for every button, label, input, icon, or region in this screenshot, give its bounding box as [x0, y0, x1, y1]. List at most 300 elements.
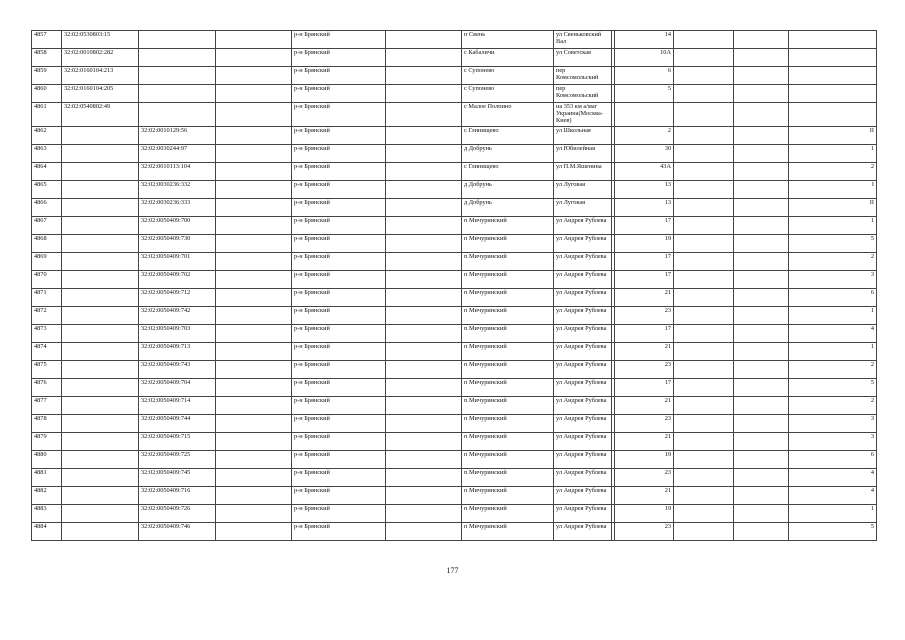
region-cell: р-н Брянский	[292, 289, 386, 307]
empty-cell	[734, 49, 789, 67]
row-number: 4858	[32, 49, 62, 67]
empty-cell	[386, 487, 462, 505]
empty-cell	[386, 253, 462, 271]
empty-cell	[216, 361, 292, 379]
table-row	[32, 397, 877, 415]
apartment-cell	[789, 103, 877, 127]
house-cell: 19	[615, 505, 674, 523]
empty-cell	[674, 397, 734, 415]
locality-cell: д Добрунь	[462, 199, 554, 217]
empty-cell	[386, 307, 462, 325]
empty-cell	[734, 289, 789, 307]
region-cell: р-н Брянский	[292, 343, 386, 361]
empty-cell	[734, 523, 789, 541]
cadastral-number-1: 32:02:0530803:15	[62, 31, 139, 49]
empty-cell	[734, 31, 789, 49]
locality-cell: с Глинищево	[462, 127, 554, 145]
cadastral-number-1	[62, 271, 139, 289]
empty-cell	[386, 235, 462, 253]
cadastral-number-2: 32:02:0050409:746	[139, 523, 216, 541]
empty-cell	[734, 235, 789, 253]
street-cell: ул Андрея Рублева	[554, 253, 612, 271]
street-cell: ул Андрея Рублева	[554, 325, 612, 343]
row-number: 4864	[32, 163, 62, 181]
cadastral-number-1	[62, 325, 139, 343]
street-cell: ул Андрея Рублева	[554, 415, 612, 433]
cadastral-number-2: 32:02:0030244:97	[139, 145, 216, 163]
locality-cell: п Мичуринский	[462, 361, 554, 379]
table-row	[32, 415, 877, 433]
house-cell: 13	[615, 181, 674, 199]
house-cell: 21	[615, 487, 674, 505]
empty-cell	[734, 163, 789, 181]
street-cell: пер Комсомольский	[554, 85, 612, 103]
house-cell: 17	[615, 217, 674, 235]
cadastral-number-1	[62, 307, 139, 325]
row-number: 4859	[32, 67, 62, 85]
street-cell: ул Андрея Рублева	[554, 307, 612, 325]
empty-cell	[674, 103, 734, 127]
cadastral-number-2: 32:02:0050409:745	[139, 469, 216, 487]
locality-cell: с Глинищево	[462, 163, 554, 181]
apartment-cell: 4	[789, 487, 877, 505]
house-cell: 17	[615, 325, 674, 343]
empty-cell	[734, 127, 789, 145]
empty-cell	[674, 253, 734, 271]
cadastral-number-1	[62, 451, 139, 469]
empty-cell	[386, 325, 462, 343]
street-cell: ул Советская	[554, 49, 612, 67]
empty-cell	[216, 433, 292, 451]
street-cell: ул Андрея Рублева	[554, 469, 612, 487]
house-cell: 10А	[615, 49, 674, 67]
row-number: 4876	[32, 379, 62, 397]
cadastral-number-2: 32:02:0050409:712	[139, 289, 216, 307]
empty-cell	[674, 325, 734, 343]
table-row	[32, 127, 877, 145]
empty-cell	[386, 505, 462, 523]
empty-cell	[674, 451, 734, 469]
empty-cell	[216, 343, 292, 361]
house-cell: 43А	[615, 163, 674, 181]
table-row	[32, 307, 877, 325]
street-cell: ул Андрея Рублева	[554, 235, 612, 253]
cadastral-number-2: 32:02:0050409:744	[139, 415, 216, 433]
locality-cell: п Мичуринский	[462, 397, 554, 415]
apartment-cell: 1	[789, 307, 877, 325]
empty-cell	[216, 103, 292, 127]
cadastral-number-1	[62, 145, 139, 163]
cadastral-number-2: 32:02:0050409:716	[139, 487, 216, 505]
street-cell: ул Школьная	[554, 127, 612, 145]
apartment-cell: 6	[789, 289, 877, 307]
cadastral-number-1	[62, 379, 139, 397]
cadastral-number-2: 32:02:0010113:104	[139, 163, 216, 181]
empty-cell	[674, 217, 734, 235]
house-cell: 19	[615, 451, 674, 469]
row-number: 4872	[32, 307, 62, 325]
empty-cell	[216, 49, 292, 67]
apartment-cell: 5	[789, 235, 877, 253]
row-number: 4883	[32, 505, 62, 523]
apartment-cell: 2	[789, 253, 877, 271]
empty-cell	[734, 487, 789, 505]
region-cell: р-н Брянский	[292, 145, 386, 163]
empty-cell	[216, 451, 292, 469]
cadastral-number-2: 32:02:0050409:725	[139, 451, 216, 469]
locality-cell: с Супонево	[462, 85, 554, 103]
empty-cell	[216, 163, 292, 181]
empty-cell	[386, 199, 462, 217]
house-cell: 23	[615, 469, 674, 487]
empty-cell	[216, 181, 292, 199]
empty-cell	[216, 397, 292, 415]
cadastral-number-2	[139, 67, 216, 85]
row-number: 4875	[32, 361, 62, 379]
empty-cell	[386, 343, 462, 361]
table-row	[32, 505, 877, 523]
cadastral-number-2: 32:02:0050409:702	[139, 271, 216, 289]
region-cell: р-н Брянский	[292, 397, 386, 415]
empty-cell	[674, 289, 734, 307]
apartment-cell: 6	[789, 451, 877, 469]
apartment-cell: 2	[789, 163, 877, 181]
house-cell: 21	[615, 397, 674, 415]
row-number: 4857	[32, 31, 62, 49]
street-cell: ул Андрея Рублева	[554, 217, 612, 235]
apartment-cell: 1	[789, 217, 877, 235]
row-number: 4882	[32, 487, 62, 505]
cadastral-number-1	[62, 523, 139, 541]
street-cell: ул П.М.Яшенина	[554, 163, 612, 181]
table-row	[32, 469, 877, 487]
house-cell: 17	[615, 379, 674, 397]
cadastral-number-2	[139, 103, 216, 127]
cadastral-number-1	[62, 127, 139, 145]
house-cell: 17	[615, 271, 674, 289]
locality-cell: п Мичуринский	[462, 451, 554, 469]
table-row	[32, 487, 877, 505]
table-row	[32, 217, 877, 235]
region-cell: р-н Брянский	[292, 469, 386, 487]
street-cell: ул Андрея Рублева	[554, 397, 612, 415]
empty-cell	[386, 379, 462, 397]
empty-cell	[216, 217, 292, 235]
empty-cell	[674, 199, 734, 217]
empty-cell	[674, 505, 734, 523]
empty-cell	[734, 217, 789, 235]
empty-cell	[386, 271, 462, 289]
row-number: 4866	[32, 199, 62, 217]
empty-cell	[674, 235, 734, 253]
street-cell: ул Луговая	[554, 181, 612, 199]
apartment-cell: I	[789, 181, 877, 199]
region-cell: р-н Брянский	[292, 181, 386, 199]
row-number: 4865	[32, 181, 62, 199]
locality-cell: п Мичуринский	[462, 271, 554, 289]
house-cell: 23	[615, 415, 674, 433]
cadastral-number-1	[62, 163, 139, 181]
row-number: 4873	[32, 325, 62, 343]
table-row	[32, 67, 877, 85]
region-cell: р-н Брянский	[292, 523, 386, 541]
table-row	[32, 361, 877, 379]
street-cell: ул Андрея Рублева	[554, 523, 612, 541]
row-number: 4874	[32, 343, 62, 361]
apartment-cell	[789, 49, 877, 67]
table-row	[32, 181, 877, 199]
row-number: 4870	[32, 271, 62, 289]
cadastral-number-2: 32:02:0050409:743	[139, 361, 216, 379]
empty-cell	[674, 487, 734, 505]
street-cell: ул Андрея Рублева	[554, 343, 612, 361]
region-cell: р-н Брянский	[292, 451, 386, 469]
cadastral-number-2: 32:02:0050409:700	[139, 217, 216, 235]
locality-cell: п Мичуринский	[462, 217, 554, 235]
region-cell: р-н Брянский	[292, 31, 386, 49]
cadastral-number-1: 32:02:0160104:213	[62, 67, 139, 85]
locality-cell: с Малое Полпино	[462, 103, 554, 127]
region-cell: р-н Брянский	[292, 253, 386, 271]
empty-cell	[386, 103, 462, 127]
empty-cell	[216, 199, 292, 217]
apartment-cell: 5	[789, 523, 877, 541]
cadastral-number-2: 32:02:0030236:332	[139, 181, 216, 199]
region-cell: р-н Брянский	[292, 49, 386, 67]
cadastral-number-2: 32:02:0050409:701	[139, 253, 216, 271]
apartment-cell: 2	[789, 361, 877, 379]
empty-cell	[386, 451, 462, 469]
row-number: 4867	[32, 217, 62, 235]
locality-cell: п Мичуринский	[462, 253, 554, 271]
region-cell: р-н Брянский	[292, 487, 386, 505]
row-number: 4861	[32, 103, 62, 127]
locality-cell: с Супонево	[462, 67, 554, 85]
region-cell: р-н Брянский	[292, 379, 386, 397]
empty-cell	[674, 271, 734, 289]
locality-cell: д Добрунь	[462, 181, 554, 199]
empty-cell	[674, 469, 734, 487]
house-cell: 13	[615, 199, 674, 217]
empty-cell	[674, 361, 734, 379]
apartment-cell	[789, 67, 877, 85]
apartment-cell: II	[789, 127, 877, 145]
row-number: 4860	[32, 85, 62, 103]
empty-cell	[386, 31, 462, 49]
apartment-cell: 3	[789, 271, 877, 289]
street-cell: на 353 км а/маг Украина(Москва-Киев)	[554, 103, 612, 127]
house-cell: 2	[615, 127, 674, 145]
house-cell: 23	[615, 361, 674, 379]
region-cell: р-н Брянский	[292, 199, 386, 217]
empty-cell	[734, 433, 789, 451]
region-cell: р-н Брянский	[292, 433, 386, 451]
table-row	[32, 289, 877, 307]
locality-cell: с Кабаличи	[462, 49, 554, 67]
empty-cell	[386, 67, 462, 85]
region-cell: р-н Брянский	[292, 127, 386, 145]
cadastral-number-1	[62, 397, 139, 415]
register-table	[31, 30, 877, 541]
empty-cell	[734, 307, 789, 325]
locality-cell: п Мичуринский	[462, 307, 554, 325]
cadastral-number-2: 32:02:0030236:333	[139, 199, 216, 217]
house-cell: 14	[615, 31, 674, 49]
house-cell: 21	[615, 289, 674, 307]
cadastral-number-1	[62, 253, 139, 271]
cadastral-number-2: 32:02:0050409:703	[139, 325, 216, 343]
apartment-cell: 5	[789, 379, 877, 397]
empty-cell	[386, 469, 462, 487]
row-number: 4879	[32, 433, 62, 451]
empty-cell	[674, 85, 734, 103]
cadastral-number-1	[62, 487, 139, 505]
street-cell: ул Юбилейная	[554, 145, 612, 163]
region-cell: р-н Брянский	[292, 361, 386, 379]
cadastral-number-1	[62, 181, 139, 199]
empty-cell	[216, 145, 292, 163]
empty-cell	[674, 163, 734, 181]
empty-cell	[216, 487, 292, 505]
street-cell: ул Андрея Рублева	[554, 379, 612, 397]
table-row	[32, 253, 877, 271]
locality-cell: п Мичуринский	[462, 235, 554, 253]
street-cell: ул Андрея Рублева	[554, 487, 612, 505]
empty-cell	[216, 127, 292, 145]
empty-cell	[734, 397, 789, 415]
apartment-cell: 2	[789, 397, 877, 415]
empty-cell	[734, 103, 789, 127]
empty-cell	[674, 49, 734, 67]
empty-cell	[386, 145, 462, 163]
table-row	[32, 85, 877, 103]
cadastral-number-2: 32:02:0050409:742	[139, 307, 216, 325]
region-cell: р-н Брянский	[292, 325, 386, 343]
empty-cell	[734, 343, 789, 361]
locality-cell: д Добрунь	[462, 145, 554, 163]
apartment-cell: 3	[789, 415, 877, 433]
cadastral-number-2	[139, 49, 216, 67]
locality-cell: п Мичуринский	[462, 415, 554, 433]
table-row	[32, 325, 877, 343]
empty-cell	[674, 127, 734, 145]
row-number: 4881	[32, 469, 62, 487]
house-cell: 23	[615, 307, 674, 325]
row-number: 4869	[32, 253, 62, 271]
region-cell: р-н Брянский	[292, 307, 386, 325]
table-row	[32, 103, 877, 127]
table-row	[32, 451, 877, 469]
locality-cell: п Мичуринский	[462, 487, 554, 505]
empty-cell	[386, 433, 462, 451]
empty-cell	[734, 325, 789, 343]
table-row	[32, 523, 877, 541]
empty-cell	[386, 397, 462, 415]
empty-cell	[734, 85, 789, 103]
table-row	[32, 235, 877, 253]
empty-cell	[386, 523, 462, 541]
empty-cell	[674, 415, 734, 433]
cadastral-number-1	[62, 199, 139, 217]
cadastral-number-2: 32:02:0050409:714	[139, 397, 216, 415]
house-cell: 30	[615, 145, 674, 163]
locality-cell: п Мичуринский	[462, 289, 554, 307]
cadastral-number-2: 32:02:0050409:726	[139, 505, 216, 523]
empty-cell	[674, 181, 734, 199]
street-cell: пер Комсомольский	[554, 67, 612, 85]
empty-cell	[216, 235, 292, 253]
apartment-cell: 4	[789, 469, 877, 487]
empty-cell	[216, 31, 292, 49]
page-number: 177	[446, 566, 459, 575]
apartment-cell: 3	[789, 433, 877, 451]
cadastral-number-2: 32:02:0050409:704	[139, 379, 216, 397]
empty-cell	[216, 67, 292, 85]
cadastral-number-1	[62, 289, 139, 307]
cadastral-number-1: 32:02:0160104:205	[62, 85, 139, 103]
empty-cell	[734, 505, 789, 523]
street-cell: ул Луговая	[554, 199, 612, 217]
region-cell: р-н Брянский	[292, 235, 386, 253]
apartment-cell: 1	[789, 145, 877, 163]
table-row	[32, 199, 877, 217]
cadastral-number-1	[62, 235, 139, 253]
empty-cell	[674, 67, 734, 85]
cadastral-number-2: 32:02:0010129:56	[139, 127, 216, 145]
house-cell: 5	[615, 85, 674, 103]
cadastral-number-2	[139, 85, 216, 103]
empty-cell	[386, 415, 462, 433]
empty-cell	[216, 415, 292, 433]
apartment-cell: 1	[789, 343, 877, 361]
house-cell: 17	[615, 253, 674, 271]
empty-cell	[216, 469, 292, 487]
empty-cell	[386, 49, 462, 67]
street-cell: ул Андрея Рублева	[554, 361, 612, 379]
empty-cell	[216, 325, 292, 343]
street-cell: ул Андрея Рублева	[554, 289, 612, 307]
region-cell: р-н Брянский	[292, 217, 386, 235]
house-cell: 21	[615, 343, 674, 361]
region-cell: р-н Брянский	[292, 505, 386, 523]
empty-cell	[674, 307, 734, 325]
cadastral-number-1	[62, 433, 139, 451]
empty-cell	[674, 343, 734, 361]
empty-cell	[674, 523, 734, 541]
table-row	[32, 49, 877, 67]
region-cell: р-н Брянский	[292, 415, 386, 433]
street-cell: ул Андрея Рублева	[554, 451, 612, 469]
locality-cell: п Мичуринский	[462, 469, 554, 487]
empty-cell	[216, 307, 292, 325]
row-number: 4877	[32, 397, 62, 415]
row-number: 4871	[32, 289, 62, 307]
empty-cell	[216, 505, 292, 523]
empty-cell	[386, 85, 462, 103]
cadastral-number-1	[62, 217, 139, 235]
empty-cell	[386, 127, 462, 145]
empty-cell	[734, 361, 789, 379]
apartment-cell: II	[789, 199, 877, 217]
apartment-cell	[789, 85, 877, 103]
house-cell: 21	[615, 433, 674, 451]
empty-cell	[734, 67, 789, 85]
table-row	[32, 145, 877, 163]
locality-cell: п Мичуринский	[462, 433, 554, 451]
cadastral-number-2: 32:02:0050409:730	[139, 235, 216, 253]
house-cell: 23	[615, 523, 674, 541]
cadastral-number-1	[62, 361, 139, 379]
